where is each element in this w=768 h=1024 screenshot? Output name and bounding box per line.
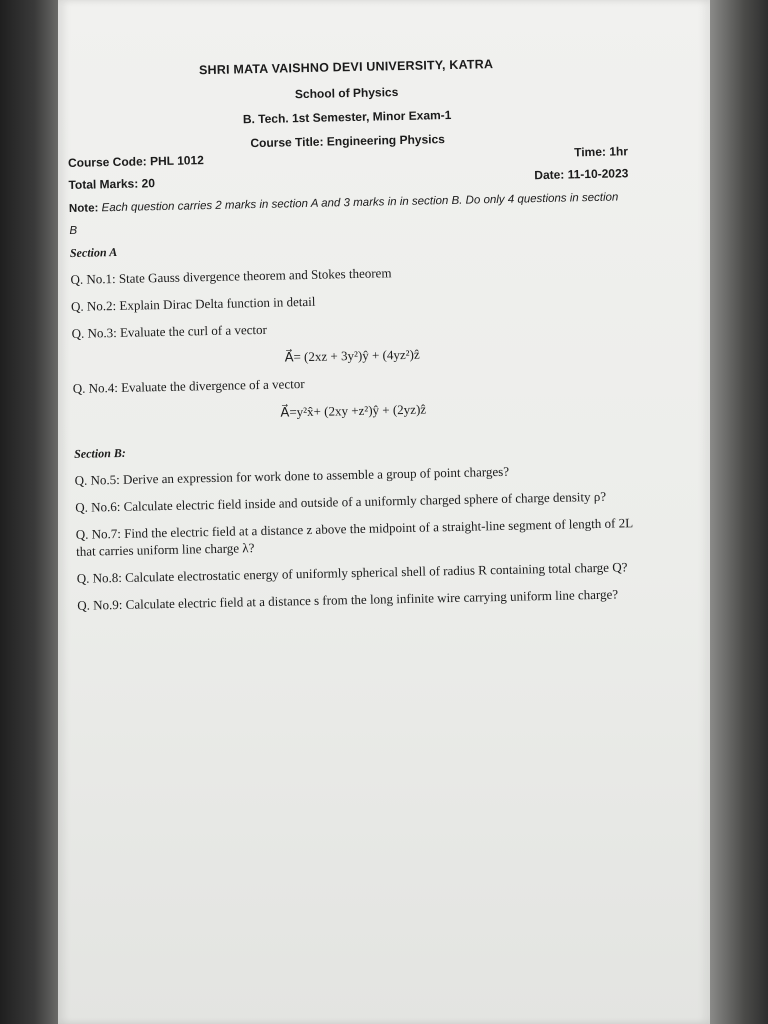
question-6: Q. No.6: Calculate electric field inside and outside of a uniformly charged sphere of charge density ρ? bbox=[75, 488, 607, 515]
exam-content bbox=[66, 54, 637, 614]
question-9: Q. No.9: Calculate electric field at a distance s from the long infinite wire carrying uniform line charge? bbox=[77, 586, 619, 613]
total-marks: Total Marks: 20 bbox=[68, 176, 156, 192]
note-label: Note: bbox=[68, 202, 99, 215]
section-b-title: Section B: bbox=[73, 445, 126, 461]
school-name: School of Physics bbox=[294, 85, 399, 102]
question-3-equation: A⃗= (2xz + 3y²)ŷ + (4yz²)ẑ bbox=[284, 346, 420, 365]
course-title: Course Title: Engineering Physics bbox=[250, 132, 446, 151]
exam-time: Time: 1hr bbox=[573, 144, 629, 160]
background-right bbox=[710, 0, 768, 1024]
exam-note bbox=[69, 186, 630, 242]
question-8: Q. No.8: Calculate electrostatic energy of uniformly spherical shell of radius R containing total charge Q? bbox=[76, 559, 628, 586]
question-3: Q. No.3: Evaluate the curl of a vector bbox=[71, 321, 268, 341]
question-5: Q. No.5: Derive an expression for work done to assemble a group of point charges? bbox=[74, 463, 510, 488]
course-code: Course Code: PHL 1012 bbox=[67, 153, 204, 170]
question-4-equation: A⃗=y²x̂+ (2xy +z²)ŷ + (2yz)ẑ bbox=[280, 401, 427, 420]
background-left bbox=[0, 0, 58, 1024]
question-4: Q. No.4: Evaluate the divergence of a vector bbox=[72, 376, 305, 396]
note-text: Each question carries 2 marks in section A and 3 marks in in section B. Do only 4 questions in section B bbox=[69, 191, 619, 237]
question-7: Q. No.7: Find the electric field at a distance z above the midpoint of a straight-line segment of length of 2L that carries uniform line charge λ? bbox=[75, 515, 633, 559]
section-a-title: Section A bbox=[69, 244, 118, 260]
university-name: SHRI MATA VAISHNO DEVI UNIVERSITY, KATRA bbox=[198, 57, 494, 78]
exam-date: Date: 11-10-2023 bbox=[534, 166, 629, 183]
question-2: Q. No.2: Explain Dirac Delta function in detail bbox=[70, 293, 316, 314]
question-1: Q. No.1: State Gauss divergence theorem and Stokes theorem bbox=[70, 265, 392, 287]
program-line: B. Tech. 1st Semester, Minor Exam-1 bbox=[242, 107, 452, 127]
